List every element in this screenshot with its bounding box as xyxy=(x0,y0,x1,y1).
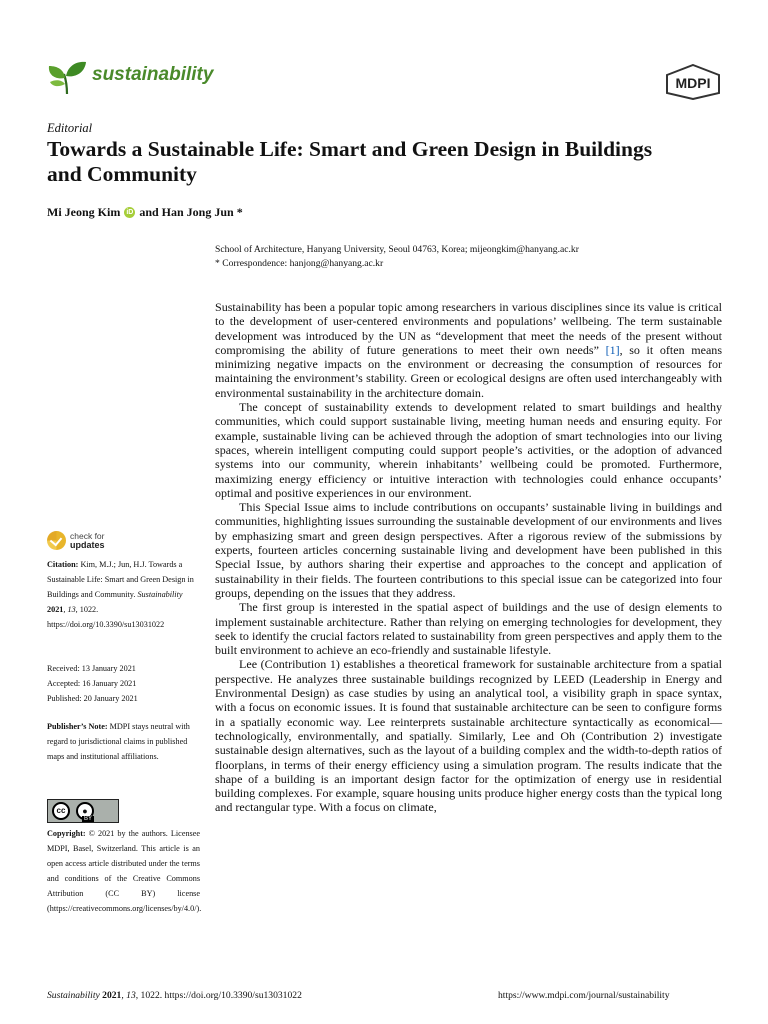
footer-citation: Sustainability 2021, 13, 1022. https://doi.org/10.3390/su13031022 xyxy=(47,990,302,1001)
cc-by-license-badge[interactable] xyxy=(47,799,119,823)
reference-link[interactable]: [1] xyxy=(605,342,620,357)
cc-icon: cc xyxy=(52,802,70,820)
article-body xyxy=(215,300,722,815)
dates-block xyxy=(47,661,200,706)
paragraph: The concept of sustainability extends to development related to smart buildings and healthy communities, which could support sustainable living, meeting human needs and ensuring equity. For example, sustainable living can be achieved through the adoption of smart technologies into our living spaces, wherein intelligent computing could support people’s activities, or the adoption of advanced systems into our community, wherein inhabitants’ wellbeing could be promoted. Furthermore, maximizing energy efficiency or intuitive interaction with technologies could enhance occupants’ optimal and positive experiences in our environment. xyxy=(215,400,722,500)
affiliation: School of Architecture, Hanyang University, Seoul 04763, Korea; mijeongkim@hanyang.ac.kr xyxy=(215,244,579,255)
mdpi-logo[interactable] xyxy=(664,64,722,100)
check-updates-line2: updates xyxy=(70,539,105,550)
article-type: Editorial xyxy=(47,121,93,135)
publisher-note: Publisher’s Note: MDPI stays neutral with regard to jurisdictional claims in published maps and institutional affiliations. xyxy=(47,722,190,761)
footer-journal-url[interactable]: https://www.mdpi.com/journal/sustainability xyxy=(498,990,670,1001)
correspondence: * Correspondence: hanjong@hanyang.ac.kr xyxy=(215,257,384,269)
paragraph: Lee (Contribution 1) establishes a theoretical framework for sustainable architecture from a spatial perspective. He analyzes three sustainable buildings recognized by LEED (Leadership in Energy and Environmental Design) as case studies by using an analytical tool, a visibility graph in space syntax, with a focus on economic issues. It is found that sustainable architecture can be seen to configure forms in a spatially economic way. Lee reinterprets sustainable architecture syntactically as economical—technologically, environmentally, and spatially. Similarly, Lee and Oh (Contribution 2) investigate sustainable design alternatives, such as the layout of a building complex and the width-to-depth ratios of floorplans, in terms of their energy efficiency using a simulation program. The results indicate that the shape of a building is an important design factor for the optimization of energy use in residential building complexes. For example, square housing units produce higher energy costs than the typical long and rectangular type. With a focus on climate, xyxy=(215,657,722,815)
copyright-block: Copyright: © 2021 by the authors. Licensee MDPI, Basel, Switzerland. This article is an open access article distributed under the terms and conditions of the Creative Commons Attribution (CC BY) license (https://creativecommons.org/licenses/by/4.0/). xyxy=(47,829,202,913)
check-updates-icon xyxy=(47,531,66,550)
paragraph: The first group is interested in the spatial aspect of buildings and the use of design elements to implement sustainable architecture. Rather than relying on emerging technologies for development, they seek to identify the crucial factors related to sustainability from green perspectives and apply them to the built environment to achieve an eco-friendly and sustainable lifestyle. xyxy=(215,600,722,658)
by-label: BY xyxy=(84,816,93,822)
citation-doi[interactable]: , 1022. https://doi.org/10.3390/su13031022 xyxy=(47,605,165,629)
author-name[interactable]: and Han Jong Jun * xyxy=(139,205,243,219)
published-date: Published: 20 January 2021 xyxy=(47,694,138,703)
person-icon: ● xyxy=(76,802,94,820)
affiliation-block xyxy=(215,243,579,270)
author-name[interactable]: Mi Jeong Kim xyxy=(47,205,121,219)
leaf-sprout-icon xyxy=(46,58,88,96)
mdpi-logo-text: MDPI xyxy=(675,75,711,91)
footer-doi-link[interactable]: , 1022. https://doi.org/10.3390/su13031022 xyxy=(135,990,302,1001)
accepted-date: Accepted: 16 January 2021 xyxy=(47,679,137,688)
page-title: Towards a Sustainable Life: Smart and Green Design in Buildings and Community xyxy=(47,137,653,186)
citation-block: Citation: Kim, M.J.; Jun, H.J. Towards a Sustainable Life: Smart and Green Design in Buildings and Community. Sustainability 2021, 13, 1022. https://doi.org/10.3390/su13031022 xyxy=(47,560,194,629)
check-updates-line1: check for xyxy=(70,530,105,541)
paragraph: This Special Issue aims to include contributions on occupants’ sustainable living in buildings and communities, highlighting issues surrounding the sustainable development of our environments and lives by emphasizing smart and green design perspectives. After a rigorous review of the submissions by experts, fourteen articles concerning sustainable living and development have been published in this Special Issue, by authors sharing their expertise and approaches to the concept and application of sustainability in their fields. The fourteen contributions to this special issue can be categorized into four groups, depending on the issues that they address. xyxy=(215,500,722,600)
orcid-icon[interactable]: iD xyxy=(126,209,134,216)
author-line xyxy=(47,205,243,220)
journal-name[interactable]: sustainability xyxy=(92,64,214,85)
paragraph: Sustainability has been a popular topic among researchers in various disciplines since its value is critical to the development of user-centered environments and populations’ wellbeing. The term sustainable development was introduced by the UN as “development that meet the needs of the present without compromising the ability of future generations to meet their own needs” [1], so it often means minimizing negative impacts on the environment or decreasing the consumption of resources for maintaining the environment’s stability. Green or ecological designs are often used interchangeably with environmental sustainability in the architecture domain. xyxy=(215,300,723,400)
check-for-updates-button[interactable] xyxy=(47,531,105,550)
received-date: Received: 13 January 2021 xyxy=(47,664,136,673)
